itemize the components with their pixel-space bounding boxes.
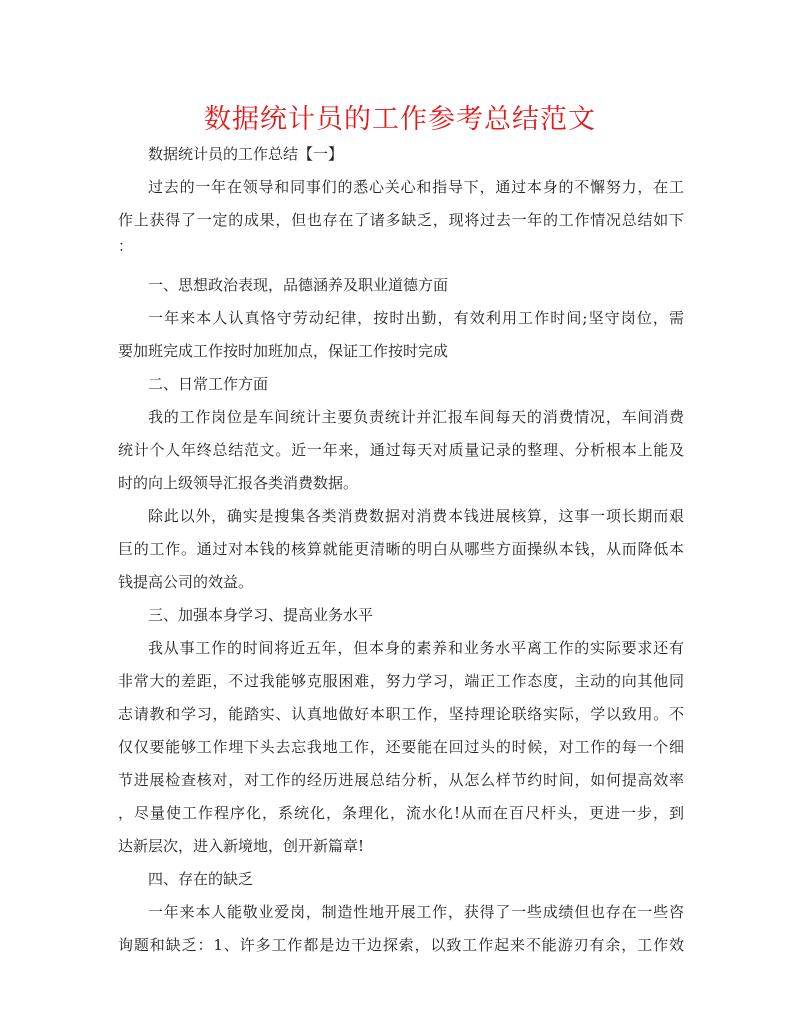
paragraph-line: 询题和缺乏：1、许多工作都是边干边探索，以致工作起来不能游刃有余，工作效 [118, 936, 684, 954]
paragraph-line: 一、思想政治表现，品德涵养及职业道德方面 [148, 276, 449, 294]
paragraph-line: 一年来本人认真恪守劳动纪律，按时出勤，有效利用工作时间;坚守岗位，需 [148, 309, 684, 327]
paragraph-line: ，尽量使工作程序化，系统化，条理化，流水化!从而在百尺杆头，更进一步，到 [118, 804, 684, 822]
paragraph-line: 数据统计员的工作总结【一】 [148, 145, 344, 163]
paragraph-line: 除此以外，确实是搜集各类消费数据对消费本钱进展核算，这事一项长期而艰 [148, 507, 684, 525]
paragraph-line: 我的工作岗位是车间统计主要负责统计并汇报车间每天的消费情况，车间消费 [148, 408, 684, 426]
paragraph-line: 巨的工作。通过对本钱的核算就能更清晰的明白从哪些方面操纵本钱，从而降低本 [118, 540, 684, 558]
paragraph-line: 我从事工作的时间将近五年，但本身的素养和业务水平离工作的实际要求还有 [148, 639, 684, 657]
paragraph-line: 过去的一年在领导和同事们的悉心关心和指导下，通过本身的不懈努力，在工 [148, 178, 684, 196]
paragraph-line: 仅仅要能够工作埋下头去忘我地工作，还要能在回过头的时候，对工作的每一个细 [118, 738, 684, 756]
document-title: 数据统计员的工作参考总结范文 [204, 104, 596, 135]
paragraph-line: 时的向上级领导汇报各类消费数据。 [118, 474, 359, 492]
paragraph-line: 志请教和学习，能踏实、认真地做好本职工作，坚持理论联络实际，学以致用。不 [118, 705, 684, 723]
document-body [118, 141, 684, 958]
paragraph-line: 要加班完成工作按时加班加点，保证工作按时完成 [118, 342, 449, 360]
paragraph-line: 节进展检查核对，对工作的经历进展总结分析，从怎么样节约时间，如何提高效率 [118, 771, 684, 789]
paragraph-line: 一年来本人能敬业爱岗，制造性地开展工作，获得了一些成绩但也存在一些咨 [148, 903, 684, 921]
paragraph-line: 统计个人年终总结范文。近一年来，通过每天对质量记录的整理、分析根本上能及 [118, 441, 684, 459]
paragraph-line: 三、加强本身学习、提高业务水平 [148, 606, 374, 624]
paragraph-line: ： [118, 237, 134, 255]
paragraph-line: 达新层次，进入新境地，创开新篇章! [118, 837, 365, 855]
paragraph-line: 作上获得了一定的成果，但也存在了诸多缺乏，现将过去一年的工作情况总结如下 [118, 211, 684, 229]
paragraph-line: 钱提高公司的效益。 [118, 573, 254, 591]
paragraph-line: 二、日常工作方面 [148, 375, 269, 393]
paragraph-line: 非常大的差距，不过我能够克服困难，努力学习，端正工作态度，主动的向其他同 [118, 672, 684, 690]
paragraph-line: 四、存在的缺乏 [148, 870, 254, 888]
